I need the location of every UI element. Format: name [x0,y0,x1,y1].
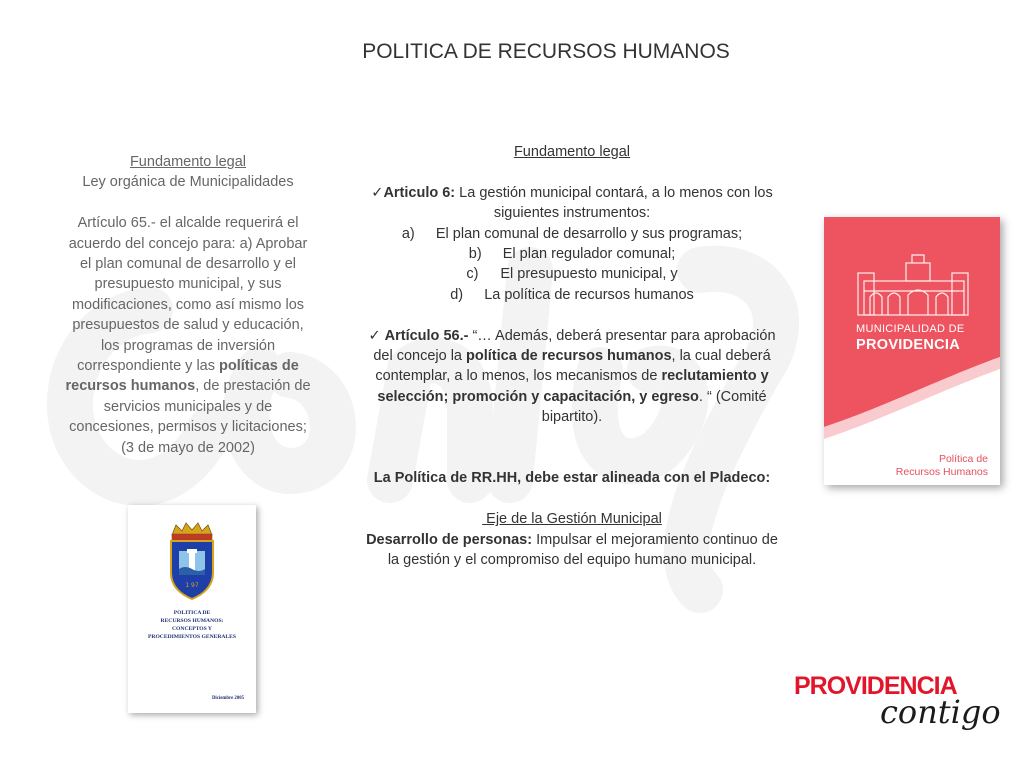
left-body-text: Artículo 65.- el alcalde requerirá el acuerdo del concejo para: a) Aprobar el plan comunal de desarrollo y el presupuesto municipal, y sus modificaciones, como así mismo los presupuestos de salud y educación, los programas de inversión correspondiente y las [68,215,308,375]
article-6 [362,183,782,224]
brochure-caption-line: Recursos Humanos [895,466,988,478]
pladeco-alignment: La Política de RR.HH, debe estar alineada con el Pladeco: [373,470,771,487]
checkmark-icon: ✓ [368,327,381,344]
brochure-caption-line: Política de [938,453,988,465]
article-6-text: La gestión municipal contará, a lo menos con los siguientes instrumentos: [455,184,773,222]
brochure-caption [868,453,988,479]
document-date: Diciembre 2005 [211,696,244,701]
eje-title [362,509,782,529]
left-subheading: Ley orgánica de Municipalidades [82,174,294,191]
list-text: El plan comunal de desarrollo y sus programas; [435,225,743,242]
article-56-text: , la cual deberá contemplar, a lo menos, los mecanismos de [375,348,771,385]
list-marker: a) [401,225,415,242]
eje-title-text: Eje de la Gestión Municipal [486,511,662,528]
list-marker: b) [468,246,482,263]
eje-text: Impulsar el mejoramiento continuo de la gestión y el compromiso del equipo humano municipal. [387,531,778,569]
left-body [64,213,312,458]
doc-title-line: POLITICA DE [173,610,211,616]
list-text: El plan regulador comunal; [502,246,676,263]
list-text: La política de recursos humanos [484,286,694,303]
checkmark-icon: ✓ [371,184,384,201]
list-marker: c) [466,266,479,283]
brochure-name: PROVIDENCIA [856,337,961,353]
article-56-bold: política de recursos humanos [466,348,672,365]
doc-title-line: RECURSOS HUMANOS: [160,618,224,624]
article-56-bold: reclutamiento y selección; promoción y capacitación, y egreso [377,368,769,405]
legal-basis-left [64,152,312,458]
article-56 [362,326,782,428]
list-item [362,264,782,284]
policy-brochure [824,217,1000,485]
list-item [362,224,782,244]
svg-text:1 97: 1 97 [185,582,199,589]
article-56-label: Artículo 56.- [384,327,469,344]
legal-basis-center [362,142,782,570]
doc-title-line: PROCEDIMIENTOS GENERALES [147,634,237,640]
page-title: POLITICA DE RECURSOS HUMANOS [362,40,730,63]
providencia-contigo-logo [794,672,1001,752]
eje-body [362,530,782,571]
brochure-municipality: MUNICIPALIDAD DE [856,323,965,335]
list-marker: d) [450,286,464,303]
left-body-bold: políticas de recursos humanos [65,358,299,395]
policy-document-cover [128,505,256,713]
article-56-text: . “ (Comité bipartito). [541,388,767,426]
eje-label: Desarrollo de personas: [366,531,533,548]
logo-script: contigo [880,693,1001,731]
list-item [362,244,782,264]
center-heading: Fundamento legal [513,144,631,160]
left-body-text-2: , de prestación de servicios municipales y de concesiones, permisos y licitaciones; (3 de mayo de 2002) [69,378,311,456]
left-heading: Fundamento legal [129,154,247,170]
list-text: El presupuesto municipal, y [500,266,678,283]
list-item [362,285,782,305]
document-title [134,609,250,641]
article-6-label: Articulo 6: [383,184,456,201]
doc-title-line: CONCEPTOS Y [172,626,212,632]
logo-wordmark: PROVIDENCIA [794,672,957,700]
article-56-text: “… Además, deberá presentar para aprobación del concejo la [373,327,776,365]
instruments-list [362,224,782,306]
coat-of-arms-icon [166,521,218,601]
